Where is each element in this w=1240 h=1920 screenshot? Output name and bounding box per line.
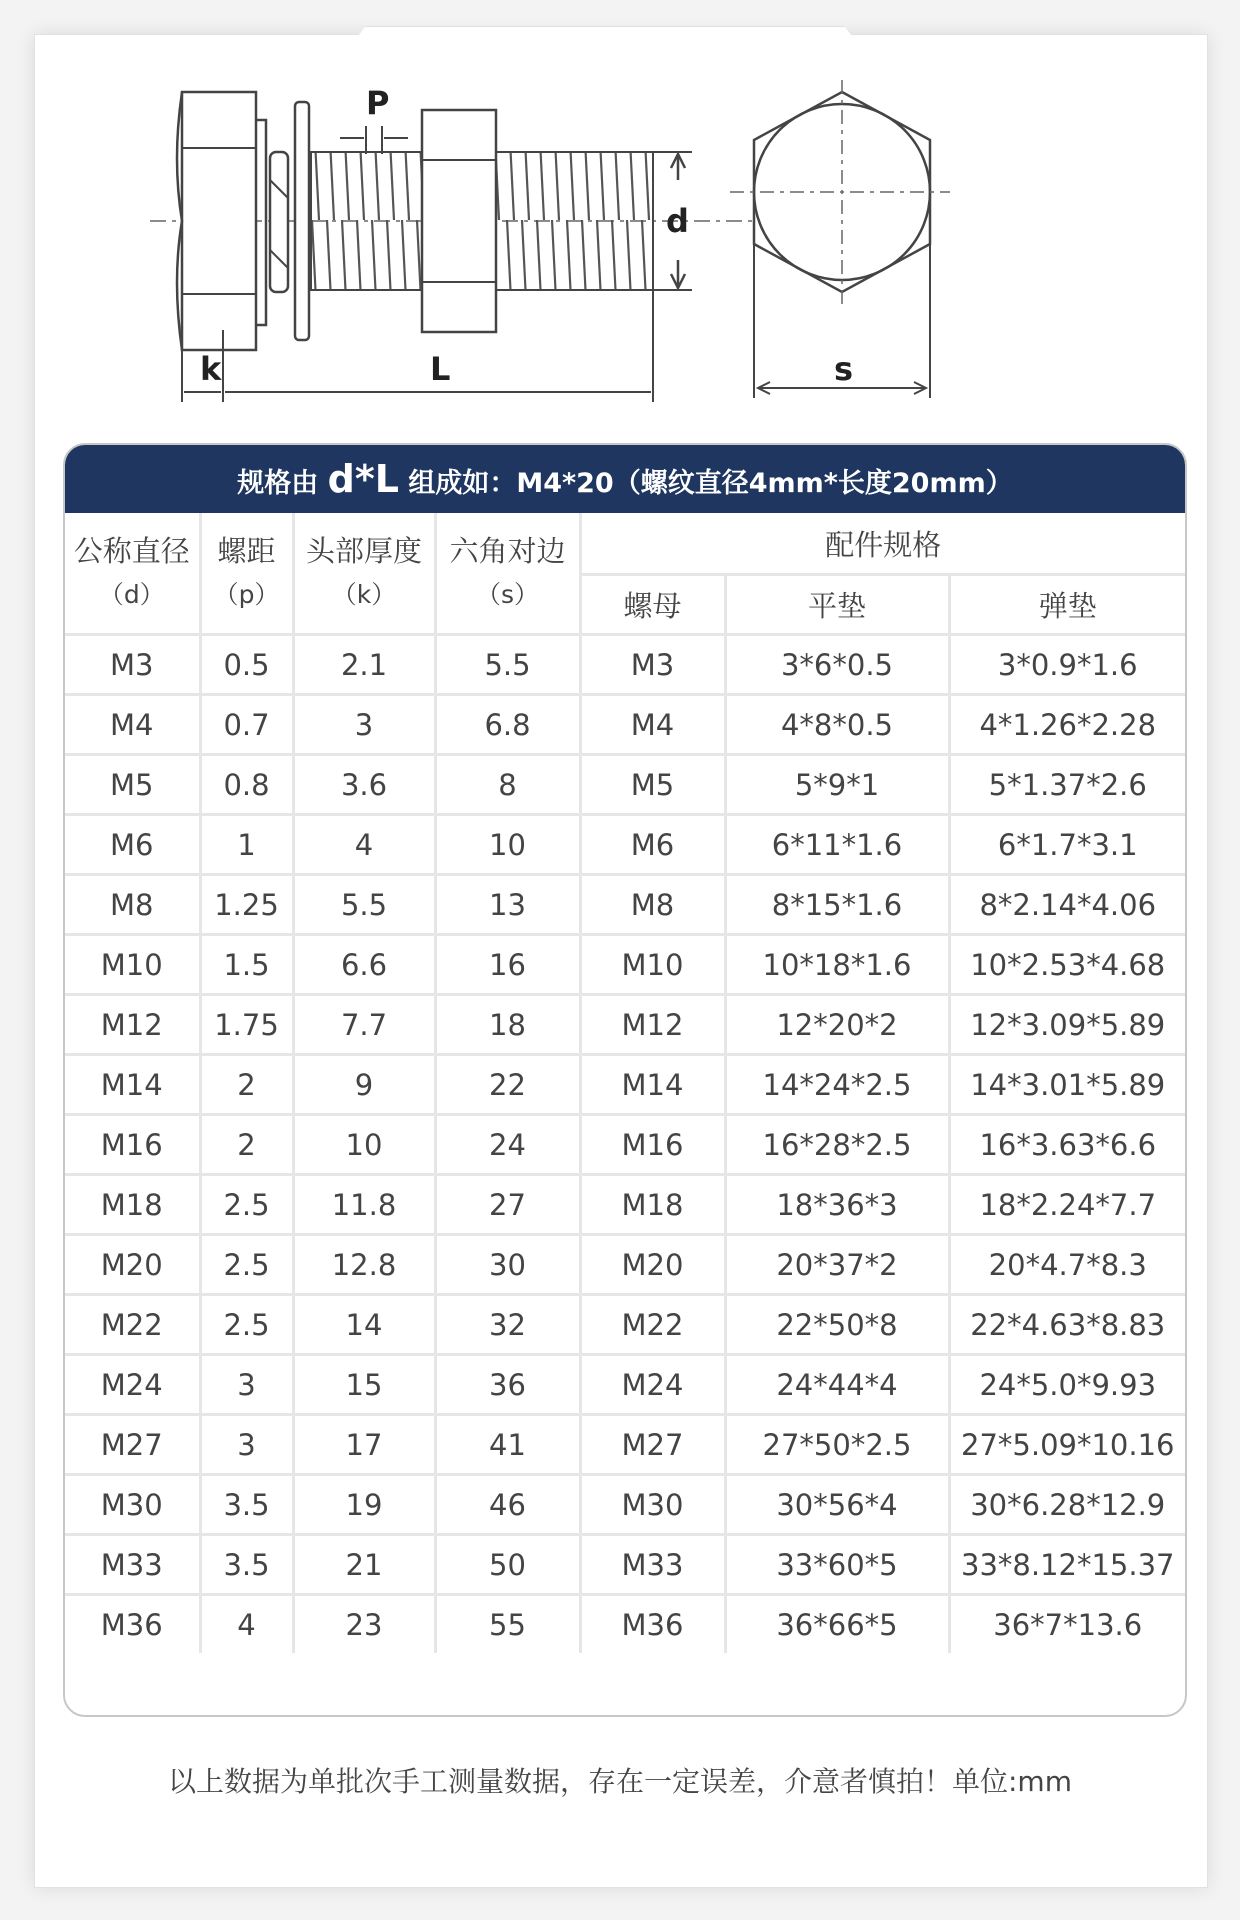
table-cell: 3 <box>200 1415 293 1475</box>
spring-washer <box>270 152 288 292</box>
table-cell: 20*37*2 <box>725 1235 949 1295</box>
table-cell: 46 <box>435 1475 580 1535</box>
footer-note: 以上数据为单批次手工测量数据，存在一定误差，介意者慎拍！单位:mm <box>168 1765 1072 1798</box>
banner-prefix: 规格由 <box>237 468 328 499</box>
table-cell: M30 <box>580 1475 725 1535</box>
table-cell: 18*2.24*7.7 <box>949 1175 1185 1235</box>
table-cell: 14*3.01*5.89 <box>949 1055 1185 1115</box>
table-cell: 14 <box>293 1295 435 1355</box>
table-cell: M10 <box>580 935 725 995</box>
table-cell: 2 <box>200 1115 293 1175</box>
l-label: L <box>430 350 451 388</box>
table-cell: M12 <box>65 995 200 1055</box>
table-cell: 10*2.53*4.68 <box>949 935 1185 995</box>
header-spring-washer: 弹垫 <box>949 575 1185 635</box>
table-cell: 30*56*4 <box>725 1475 949 1535</box>
table-cell: 55 <box>435 1595 580 1654</box>
table-row <box>65 935 1185 995</box>
table-cell: 36*7*13.6 <box>949 1595 1185 1654</box>
table-cell: 4 <box>293 815 435 875</box>
table-cell: 21 <box>293 1535 435 1595</box>
table-cell: 16 <box>435 935 580 995</box>
table-cell: 2.5 <box>200 1235 293 1295</box>
table-cell: M14 <box>580 1055 725 1115</box>
table-cell: M8 <box>580 875 725 935</box>
table-row <box>65 1595 1185 1654</box>
table-cell: M10 <box>65 935 200 995</box>
diameter-label: d <box>666 202 689 240</box>
banner-dl: d*L <box>327 457 399 501</box>
table-row <box>65 815 1185 875</box>
table-cell: M20 <box>65 1235 200 1295</box>
spec-table <box>65 513 1185 1653</box>
table-cell: M12 <box>580 995 725 1055</box>
table-cell: M22 <box>580 1295 725 1355</box>
table-cell: M5 <box>580 755 725 815</box>
header-p: 螺距 （p） <box>200 513 293 635</box>
table-cell: M33 <box>65 1535 200 1595</box>
table-row <box>65 1355 1185 1415</box>
table-cell: 8*2.14*4.06 <box>949 875 1185 935</box>
table-cell: M18 <box>65 1175 200 1235</box>
table-cell: M18 <box>580 1175 725 1235</box>
table-cell: M4 <box>65 695 200 755</box>
table-cell: 17 <box>293 1415 435 1475</box>
table-cell: 2.5 <box>200 1295 293 1355</box>
table-cell: 1.75 <box>200 995 293 1055</box>
table-cell: 18 <box>435 995 580 1055</box>
table-cell: 0.7 <box>200 695 293 755</box>
table-cell: M33 <box>580 1535 725 1595</box>
table-cell: 5*9*1 <box>725 755 949 815</box>
table-cell: M27 <box>580 1415 725 1475</box>
table-cell: 2.1 <box>293 635 435 695</box>
table-cell: 4 <box>200 1595 293 1654</box>
spec-table-panel <box>63 443 1187 1717</box>
table-cell: 5.5 <box>435 635 580 695</box>
card-top-notch <box>345 26 865 53</box>
table-cell: 23 <box>293 1595 435 1654</box>
table-cell: 10*18*1.6 <box>725 935 949 995</box>
table-cell: 3.5 <box>200 1535 293 1595</box>
table-cell: 24*44*4 <box>725 1355 949 1415</box>
table-cell: 2.5 <box>200 1175 293 1235</box>
table-cell: 5*1.37*2.6 <box>949 755 1185 815</box>
table-cell: M22 <box>65 1295 200 1355</box>
table-cell: 5.5 <box>293 875 435 935</box>
nut <box>422 110 496 332</box>
table-cell: 0.5 <box>200 635 293 695</box>
table-row <box>65 695 1185 755</box>
table-cell: 33*60*5 <box>725 1535 949 1595</box>
pitch-label: P <box>366 84 390 122</box>
table-cell: 22 <box>435 1055 580 1115</box>
table-row <box>65 1175 1185 1235</box>
table-cell: M20 <box>580 1235 725 1295</box>
table-cell: 8 <box>435 755 580 815</box>
table-cell: 8*15*1.6 <box>725 875 949 935</box>
table-cell: 30*6.28*12.9 <box>949 1475 1185 1535</box>
table-cell: M5 <box>65 755 200 815</box>
k-label: k <box>200 350 222 388</box>
table-cell: M30 <box>65 1475 200 1535</box>
table-cell: 9 <box>293 1055 435 1115</box>
table-cell: 4*1.26*2.28 <box>949 695 1185 755</box>
table-cell: 18*36*3 <box>725 1175 949 1235</box>
table-cell: 6.8 <box>435 695 580 755</box>
table-cell: 1 <box>200 815 293 875</box>
table-cell: 22*4.63*8.83 <box>949 1295 1185 1355</box>
table-cell: M4 <box>580 695 725 755</box>
banner-suffix: 组成如：M4*20（螺纹直径4mm*长度20mm） <box>398 468 1013 499</box>
header-flat-washer: 平垫 <box>725 575 949 635</box>
table-cell: M6 <box>580 815 725 875</box>
pitch-dimension <box>340 84 408 154</box>
table-cell: 33*8.12*15.37 <box>949 1535 1185 1595</box>
table-cell: M8 <box>65 875 200 935</box>
table-cell: 16*28*2.5 <box>725 1115 949 1175</box>
table-cell: 3*6*0.5 <box>725 635 949 695</box>
header-s: 六角对边 （s） <box>435 513 580 635</box>
table-cell: 11.8 <box>293 1175 435 1235</box>
table-cell: 2 <box>200 1055 293 1115</box>
table-cell: 6*11*1.6 <box>725 815 949 875</box>
table-cell: M16 <box>580 1115 725 1175</box>
table-cell: M24 <box>65 1355 200 1415</box>
table-row <box>65 755 1185 815</box>
table-cell: 50 <box>435 1535 580 1595</box>
header-d: 公称直径 （d） <box>65 513 200 635</box>
header-nut: 螺母 <box>580 575 725 635</box>
table-cell: 22*50*8 <box>725 1295 949 1355</box>
table-row <box>65 1055 1185 1115</box>
table-cell: 27*50*2.5 <box>725 1415 949 1475</box>
table-cell: M36 <box>65 1595 200 1654</box>
table-cell: M24 <box>580 1355 725 1415</box>
table-cell: M14 <box>65 1055 200 1115</box>
table-cell: 1.25 <box>200 875 293 935</box>
table-cell: 1.5 <box>200 935 293 995</box>
table-cell: 6*1.7*3.1 <box>949 815 1185 875</box>
table-row <box>65 1415 1185 1475</box>
table-cell: M3 <box>580 635 725 695</box>
table-cell: 24 <box>435 1115 580 1175</box>
table-cell: 10 <box>435 815 580 875</box>
table-row <box>65 1535 1185 1595</box>
table-cell: 3*0.9*1.6 <box>949 635 1185 695</box>
table-cell: 14*24*2.5 <box>725 1055 949 1115</box>
flat-washer <box>295 102 309 340</box>
table-cell: M36 <box>580 1595 725 1654</box>
header-k: 头部厚度 （k） <box>293 513 435 635</box>
table-cell: 4*8*0.5 <box>725 695 949 755</box>
table-row <box>65 875 1185 935</box>
table-cell: 12*3.09*5.89 <box>949 995 1185 1055</box>
table-cell: M6 <box>65 815 200 875</box>
table-cell: 32 <box>435 1295 580 1355</box>
table-cell: 24*5.0*9.93 <box>949 1355 1185 1415</box>
table-cell: 12*20*2 <box>725 995 949 1055</box>
table-row <box>65 995 1185 1055</box>
table-cell: 27 <box>435 1175 580 1235</box>
bolt-diagram <box>130 80 1170 430</box>
table-cell: 3 <box>200 1355 293 1415</box>
table-cell: 15 <box>293 1355 435 1415</box>
table-row <box>65 635 1185 695</box>
table-cell: M16 <box>65 1115 200 1175</box>
table-cell: 6.6 <box>293 935 435 995</box>
header-row-1 <box>65 513 1185 575</box>
hex-end-view <box>730 80 950 398</box>
table-cell: 30 <box>435 1235 580 1295</box>
table-cell: 41 <box>435 1415 580 1475</box>
table-cell: 36*66*5 <box>725 1595 949 1654</box>
table-cell: 10 <box>293 1115 435 1175</box>
spec-banner <box>65 445 1185 513</box>
header-accessories: 配件规格 <box>580 513 1185 575</box>
table-cell: 36 <box>435 1355 580 1415</box>
table-cell: M27 <box>65 1415 200 1475</box>
s-label: s <box>834 350 854 388</box>
table-cell: 19 <box>293 1475 435 1535</box>
bolt-head <box>177 92 266 350</box>
table-cell: 12.8 <box>293 1235 435 1295</box>
table-row <box>65 1295 1185 1355</box>
table-cell: 27*5.09*10.16 <box>949 1415 1185 1475</box>
table-row <box>65 1475 1185 1535</box>
table-row <box>65 1115 1185 1175</box>
table-cell: 0.8 <box>200 755 293 815</box>
table-cell: 13 <box>435 875 580 935</box>
table-cell: 7.7 <box>293 995 435 1055</box>
table-cell: M3 <box>65 635 200 695</box>
table-cell: 3.5 <box>200 1475 293 1535</box>
table-cell: 16*3.63*6.6 <box>949 1115 1185 1175</box>
table-cell: 20*4.7*8.3 <box>949 1235 1185 1295</box>
table-row <box>65 1235 1185 1295</box>
card-bottom-notch <box>360 1836 880 1862</box>
table-cell: 3.6 <box>293 755 435 815</box>
table-cell: 3 <box>293 695 435 755</box>
